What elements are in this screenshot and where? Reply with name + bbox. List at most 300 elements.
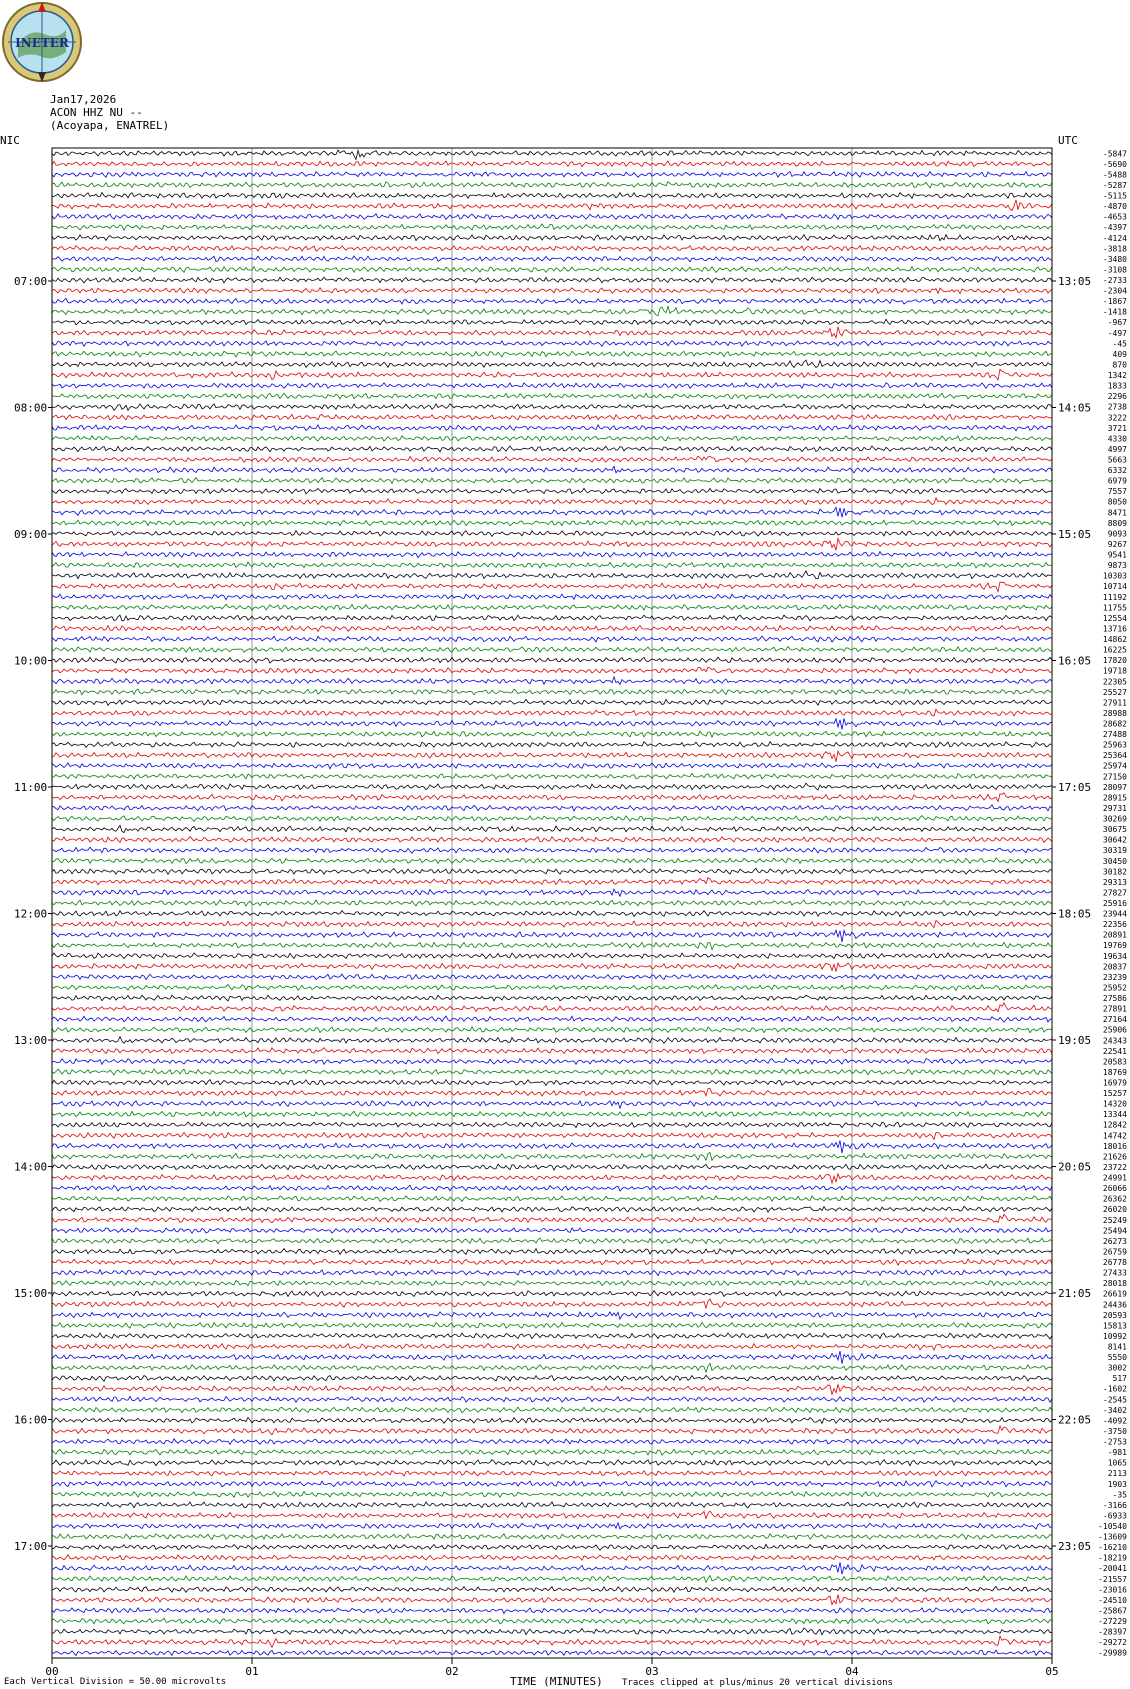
trace-line (52, 267, 1052, 273)
x-tick-label: 05 (1045, 1665, 1059, 1678)
trace-group (52, 150, 1052, 1655)
trace-line (52, 751, 1052, 762)
trace-offset-label: 2738 (1107, 402, 1127, 412)
trace-offset-label: 26066 (1102, 1184, 1127, 1194)
trace-line (52, 488, 1052, 494)
trace-line (52, 1562, 1052, 1574)
trace-line (52, 1511, 1052, 1519)
right-hour-label: 18:05 (1058, 907, 1092, 921)
trace-line (52, 1259, 1052, 1265)
trace-line (52, 699, 1052, 705)
trace-offset-label: 27164 (1102, 1015, 1127, 1025)
trace-offset-label: 30642 (1102, 835, 1127, 845)
trace-offset-label: 27586 (1102, 994, 1127, 1004)
trace-line (52, 224, 1052, 230)
trace-line (52, 193, 1052, 199)
trace-offset-label: 5550 (1107, 1353, 1127, 1363)
trace-offset-label: 25952 (1102, 983, 1127, 993)
trace-offset-label: 26619 (1102, 1289, 1127, 1299)
trace-offset-label: 11755 (1102, 603, 1127, 613)
trace-line (52, 719, 1052, 730)
trace-offset-label: -2753 (1102, 1437, 1127, 1447)
trace-offset-label: 14862 (1102, 635, 1127, 645)
trace-line (52, 837, 1052, 843)
trace-offset-label: 13344 (1102, 1110, 1127, 1120)
trace-line (52, 1185, 1052, 1191)
station-label: ACON HHZ NU -- (50, 106, 143, 119)
trace-line (52, 456, 1052, 462)
trace-offset-label: -967 (1107, 318, 1127, 328)
trace-line (52, 306, 1052, 315)
trace-offset-label: 1065 (1107, 1458, 1127, 1468)
x-tick-label: 03 (645, 1665, 659, 1678)
trace-offset-label: -3166 (1102, 1500, 1127, 1510)
trace-offset-label: 10303 (1102, 571, 1127, 581)
trace-offset-label: -5287 (1102, 180, 1127, 190)
trace-line (52, 731, 1052, 737)
trace-line (52, 1375, 1052, 1381)
trace-offset-label: 25963 (1102, 740, 1127, 750)
trace-line (52, 1089, 1052, 1097)
trace-line (52, 625, 1052, 631)
trace-offset-label: 3721 (1107, 423, 1127, 433)
offset-labels (1098, 149, 1127, 1657)
left-hour-label: 10:00 (14, 654, 48, 668)
trace-offset-label: 4330 (1107, 434, 1127, 444)
trace-offset-label: 1903 (1107, 1479, 1127, 1489)
trace-offset-label: -4397 (1102, 223, 1127, 233)
right-hour-label: 23:05 (1058, 1540, 1092, 1553)
trace-line (52, 1449, 1052, 1455)
trace-line (52, 911, 1052, 917)
trace-offset-label: 29313 (1102, 877, 1127, 887)
trace-offset-label: 11192 (1102, 592, 1127, 602)
trace-offset-label: 1342 (1107, 371, 1127, 381)
trace-offset-label: -5690 (1102, 159, 1127, 169)
trace-offset-label: 5663 (1107, 455, 1127, 465)
trace-line (52, 1407, 1052, 1413)
trace-line (52, 200, 1052, 211)
trace-offset-label: 27150 (1102, 772, 1127, 782)
trace-line (52, 369, 1052, 380)
trace-line (52, 1214, 1052, 1222)
footnote-clip: Traces clipped at plus/minus 20 vertical divisions (622, 1678, 893, 1688)
trace-offset-label: 30450 (1102, 856, 1127, 866)
trace-line (52, 1196, 1052, 1202)
trace-line (52, 383, 1052, 389)
left-axis-title: NIC (0, 134, 20, 147)
trace-offset-label: 19634 (1102, 951, 1127, 961)
trace-line (52, 161, 1052, 167)
trace-offset-label: -3750 (1102, 1426, 1127, 1436)
trace-offset-label: -4092 (1102, 1416, 1127, 1426)
logo-text: INETER (15, 36, 69, 50)
trace-line (52, 1555, 1052, 1561)
trace-offset-label: 27911 (1102, 698, 1127, 708)
trace-offset-label: -23016 (1098, 1585, 1127, 1595)
trace-offset-label: 6979 (1107, 476, 1127, 486)
trace-offset-label: 870 (1112, 360, 1127, 370)
trace-line (52, 446, 1052, 452)
left-hour-label: 17:00 (14, 1540, 48, 1553)
trace-line (52, 604, 1052, 610)
trace-offset-label: -35 (1112, 1490, 1127, 1500)
trace-line (52, 615, 1052, 621)
trace-line (52, 805, 1052, 811)
left-hour-labels (14, 275, 52, 1553)
trace-line (52, 1312, 1052, 1319)
trace-line (52, 1534, 1052, 1540)
left-hour-label: 11:00 (14, 781, 48, 794)
trace-offset-label: -5488 (1102, 170, 1127, 180)
trace-line (52, 742, 1052, 748)
trace-line (52, 1280, 1052, 1285)
trace-line (52, 288, 1052, 294)
right-hour-label: 17:05 (1058, 781, 1092, 794)
trace-line (52, 466, 1052, 473)
trace-offset-label: 24343 (1102, 1036, 1127, 1046)
trace-offset-label: -3108 (1102, 265, 1127, 275)
left-hour-label: 09:00 (14, 528, 48, 541)
trace-line (52, 1299, 1052, 1308)
trace-line (52, 1141, 1052, 1154)
trace-offset-label: 12554 (1102, 613, 1127, 623)
trace-line (52, 571, 1052, 579)
trace-line (52, 1249, 1052, 1255)
trace-offset-label: 18016 (1102, 1141, 1127, 1151)
trace-offset-label: 3222 (1107, 413, 1127, 423)
trace-line (52, 709, 1052, 716)
trace-line (52, 1206, 1052, 1212)
trace-offset-label: 25527 (1102, 687, 1127, 697)
trace-offset-label: 21626 (1102, 1152, 1127, 1162)
trace-line (52, 531, 1052, 537)
trace-offset-label: 19769 (1102, 941, 1127, 951)
trace-line (52, 1291, 1052, 1297)
trace-offset-label: 15257 (1102, 1089, 1127, 1099)
trace-line (52, 1523, 1052, 1529)
trace-line (52, 1396, 1052, 1402)
trace-line (52, 214, 1052, 220)
trace-line (52, 816, 1052, 822)
right-hour-label: 19:05 (1058, 1034, 1092, 1047)
trace-line (52, 1058, 1052, 1064)
trace-offset-label: -4124 (1102, 233, 1127, 243)
trace-line (52, 942, 1052, 949)
trace-offset-label: 18769 (1102, 1067, 1127, 1077)
left-hour-label: 16:00 (14, 1413, 48, 1427)
trace-line (52, 1460, 1052, 1466)
trace-offset-label: 28097 (1102, 782, 1127, 792)
trace-line (52, 1037, 1052, 1044)
trace-offset-label: 25916 (1102, 899, 1127, 908)
trace-line (52, 360, 1052, 368)
trace-line (52, 1333, 1052, 1339)
trace-offset-label: -21557 (1098, 1574, 1127, 1584)
location-label: (Acoyapa, ENATREL) (50, 119, 170, 132)
trace-line (52, 963, 1052, 972)
trace-offset-label: 10992 (1102, 1331, 1127, 1341)
trace-offset-label: 14742 (1102, 1131, 1127, 1141)
trace-offset-label: 2113 (1107, 1469, 1127, 1479)
trace-line (52, 930, 1052, 942)
trace-line (52, 773, 1052, 779)
trace-line (52, 351, 1052, 357)
trace-line (52, 793, 1052, 802)
trace-offset-label: -28397 (1098, 1627, 1127, 1637)
trace-line (52, 1491, 1052, 1497)
trace-offset-label: 28915 (1102, 793, 1127, 803)
trace-line (52, 636, 1052, 642)
trace-offset-label: 20891 (1102, 930, 1127, 940)
left-hour-label: 14:00 (14, 1160, 48, 1174)
trace-line (52, 1228, 1052, 1234)
x-tick-label: 01 (245, 1665, 259, 1678)
trace-offset-label: 1833 (1107, 381, 1127, 391)
left-hour-label: 12:00 (14, 907, 48, 921)
trace-line (52, 677, 1052, 685)
trace-line (52, 1016, 1052, 1022)
trace-offset-label: -1867 (1102, 297, 1127, 307)
left-hour-label: 15:00 (14, 1287, 48, 1300)
trace-offset-label: 30182 (1102, 867, 1127, 877)
trace-offset-label: -16210 (1098, 1543, 1127, 1553)
trace-line (52, 498, 1052, 505)
trace-line (52, 1586, 1052, 1592)
trace-offset-label: 8471 (1107, 508, 1127, 518)
trace-line (52, 825, 1052, 832)
left-hour-label: 07:00 (14, 275, 48, 288)
x-tick-label: 04 (845, 1665, 859, 1678)
trace-line (52, 1471, 1052, 1477)
trace-offset-label: 19718 (1102, 666, 1127, 676)
trace-offset-label: -25867 (1098, 1606, 1127, 1616)
right-hour-label: 13:05 (1058, 275, 1092, 288)
trace-offset-label: 23944 (1102, 909, 1127, 919)
trace-line (52, 235, 1052, 241)
right-hour-label: 16:05 (1058, 654, 1092, 668)
trace-offset-label: 25249 (1102, 1215, 1127, 1225)
trace-line (52, 1351, 1052, 1364)
trace-offset-label: -6933 (1102, 1511, 1127, 1521)
right-hour-label: 15:05 (1058, 528, 1092, 541)
trace-offset-label: 23239 (1102, 972, 1127, 982)
trace-offset-label: -18219 (1098, 1553, 1127, 1563)
trace-line (52, 1132, 1052, 1139)
trace-offset-label: 27827 (1102, 888, 1127, 898)
right-hour-label: 21:05 (1058, 1287, 1092, 1300)
trace-offset-label: 27488 (1102, 730, 1127, 740)
trace-line (52, 246, 1052, 252)
trace-offset-label: 25906 (1102, 1025, 1127, 1035)
trace-line (52, 689, 1052, 695)
trace-line (52, 1153, 1052, 1161)
right-hour-label: 20:05 (1058, 1160, 1092, 1174)
trace-line (52, 1636, 1052, 1647)
trace-line (52, 1363, 1052, 1372)
trace-line (52, 562, 1052, 568)
trace-offset-label: 2296 (1107, 392, 1127, 402)
trace-offset-label: -497 (1107, 328, 1127, 338)
trace-offset-label: 4997 (1107, 444, 1127, 454)
trace-line (52, 507, 1052, 517)
trace-line (52, 150, 1052, 159)
trace-offset-label: 22356 (1102, 920, 1127, 930)
trace-line (52, 393, 1052, 399)
trace-offset-label: -5115 (1102, 191, 1127, 201)
trace-line (52, 889, 1052, 896)
trace-line (52, 327, 1052, 338)
trace-offset-label: 30269 (1102, 814, 1127, 824)
trace-offset-label: 9267 (1107, 539, 1127, 549)
trace-offset-label: 26362 (1102, 1194, 1127, 1204)
trace-offset-label: -3402 (1102, 1405, 1127, 1415)
trace-offset-label: 25364 (1102, 751, 1127, 761)
trace-offset-label: -2733 (1102, 275, 1127, 285)
right-hour-label: 14:05 (1058, 401, 1092, 415)
trace-offset-label: -3818 (1102, 244, 1127, 254)
trace-offset-label: 13716 (1102, 624, 1127, 634)
trace-offset-label: -13609 (1098, 1532, 1127, 1542)
trace-line (52, 1101, 1052, 1108)
x-tick-label: 00 (45, 1665, 59, 1678)
left-hour-label: 13:00 (14, 1034, 48, 1047)
trace-offset-label: -4653 (1102, 212, 1127, 222)
trace-line (52, 1027, 1052, 1033)
trace-line (52, 1322, 1052, 1328)
trace-line (52, 172, 1052, 178)
trace-offset-label: 7557 (1107, 487, 1127, 497)
trace-offset-label: 22541 (1102, 1046, 1127, 1056)
trace-line (52, 277, 1052, 283)
trace-line (52, 414, 1052, 420)
trace-line (52, 1418, 1052, 1424)
trace-offset-label: -20041 (1098, 1564, 1127, 1574)
trace-line (52, 436, 1052, 442)
trace-offset-label: 23722 (1102, 1162, 1127, 1172)
trace-offset-label: 9873 (1107, 561, 1127, 571)
trace-line (52, 520, 1052, 526)
trace-offset-label: -2304 (1102, 286, 1127, 296)
trace-offset-label: -29989 (1098, 1648, 1127, 1658)
trace-offset-label: 10714 (1102, 582, 1127, 592)
trace-offset-label: 26020 (1102, 1205, 1127, 1215)
trace-offset-label: 28988 (1102, 708, 1127, 718)
trace-offset-label: 409 (1112, 349, 1127, 359)
trace-line (52, 582, 1052, 592)
trace-offset-label: 20583 (1102, 1057, 1127, 1067)
trace-line (52, 1502, 1052, 1508)
trace-line (52, 868, 1052, 874)
trace-offset-label: -27229 (1098, 1617, 1127, 1627)
date-label: Jan17,2026 (50, 93, 117, 106)
trace-line (52, 1385, 1052, 1395)
trace-offset-label: -10540 (1098, 1522, 1127, 1532)
trace-offset-label: 8141 (1107, 1342, 1127, 1352)
trace-offset-label: 6332 (1107, 466, 1127, 476)
trace-line (52, 1426, 1052, 1435)
trace-offset-label: 14320 (1102, 1099, 1127, 1109)
trace-line (52, 985, 1052, 991)
trace-line (52, 1439, 1052, 1445)
trace-offset-label: 9541 (1107, 550, 1127, 560)
trace-line (52, 1111, 1052, 1117)
trace-offset-label: 29731 (1102, 803, 1127, 813)
x-tick-label: 02 (445, 1665, 459, 1678)
trace-line (52, 256, 1052, 262)
trace-offset-label: 517 (1112, 1374, 1127, 1384)
trace-offset-label: 30319 (1102, 846, 1127, 856)
trace-line (52, 552, 1052, 558)
footnote-scale: Each Vertical Division = 50.00 microvolts (4, 1677, 227, 1687)
trace-offset-label: 26778 (1102, 1258, 1127, 1268)
trace-line (52, 1238, 1052, 1244)
trace-line (52, 1344, 1052, 1351)
trace-line (52, 1122, 1052, 1128)
trace-offset-label: 25494 (1102, 1226, 1127, 1236)
trace-offset-label: 3002 (1107, 1363, 1127, 1373)
trace-offset-label: -5847 (1102, 149, 1127, 159)
trace-offset-label: 28018 (1102, 1279, 1127, 1289)
trace-line (52, 920, 1052, 927)
trace-offset-label: 26759 (1102, 1247, 1127, 1257)
trace-line (52, 1481, 1052, 1487)
trace-offset-label: -24510 (1098, 1595, 1127, 1605)
trace-offset-label: -981 (1107, 1448, 1127, 1458)
trace-offset-label: 8050 (1107, 497, 1127, 507)
trace-line (52, 1650, 1052, 1655)
trace-offset-label: -45 (1112, 339, 1127, 349)
trace-line (52, 1003, 1052, 1012)
trace-line (52, 847, 1052, 853)
trace-line (52, 341, 1052, 347)
trace-line (52, 478, 1052, 484)
trace-offset-label: 24436 (1102, 1300, 1127, 1310)
trace-offset-label: 30675 (1102, 825, 1127, 835)
trace-line (52, 319, 1052, 325)
trace-offset-label: 20593 (1102, 1310, 1127, 1320)
trace-offset-label: 15813 (1102, 1321, 1127, 1331)
trace-line (52, 1048, 1052, 1054)
trace-offset-label: 20837 (1102, 962, 1127, 972)
trace-line (52, 667, 1052, 673)
trace-line (52, 1174, 1052, 1183)
trace-line (52, 1270, 1052, 1276)
trace-line (52, 878, 1052, 885)
trace-line (52, 1595, 1052, 1605)
trace-offset-label: 16979 (1102, 1078, 1127, 1088)
trace-offset-label: 17820 (1102, 656, 1127, 666)
trace-offset-label: 24991 (1102, 1173, 1127, 1183)
trace-offset-label: -29272 (1098, 1638, 1127, 1648)
trace-offset-label: 12842 (1102, 1120, 1127, 1130)
trace-line (52, 404, 1052, 411)
trace-line (52, 974, 1052, 980)
trace-line (52, 1628, 1052, 1635)
trace-offset-label: -3480 (1102, 254, 1127, 264)
x-axis-label: TIME (MINUTES) (510, 1675, 603, 1688)
right-hour-labels (1052, 275, 1091, 1553)
trace-line (52, 1618, 1052, 1624)
trace-line (52, 858, 1052, 864)
trace-line (52, 1608, 1052, 1614)
trace-line (52, 900, 1052, 906)
trace-line (52, 1544, 1052, 1550)
trace-offset-label: 9093 (1107, 529, 1127, 539)
trace-line (52, 182, 1052, 188)
trace-offset-label: 26273 (1102, 1236, 1127, 1246)
trace-line (52, 1164, 1052, 1170)
